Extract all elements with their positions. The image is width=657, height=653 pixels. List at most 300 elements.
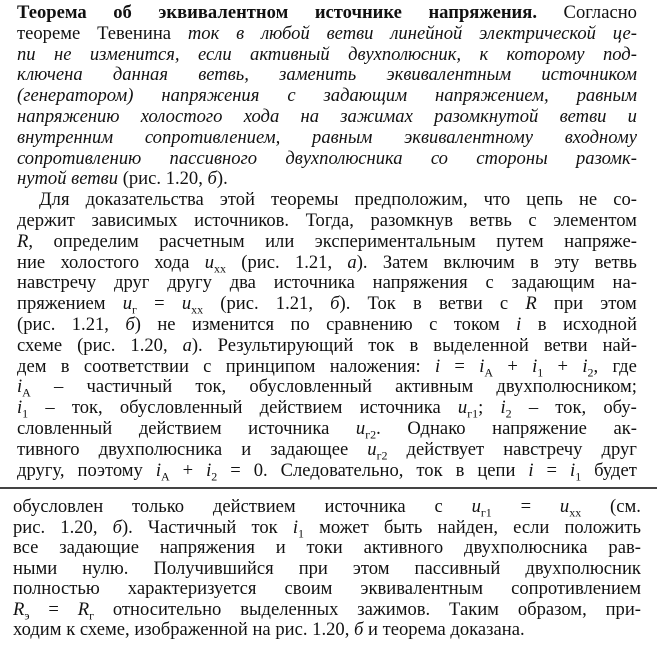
text-segment: нулю. [82,557,129,579]
text-segment: i [532,355,538,377]
word [249,377,372,397]
text-segment: напряжению [17,106,120,127]
text-segment: линейной [390,22,463,44]
text-segment: не [53,43,72,65]
word [130,336,167,356]
text-segment: = [230,459,241,481]
word [167,273,212,293]
word [613,190,637,210]
text-line [17,24,637,44]
word [450,619,524,640]
word [17,315,55,335]
word [554,253,579,273]
subscript: г1 [467,406,479,421]
text-segment: с [434,496,443,517]
text-segment: зажимах [340,106,413,127]
text-segment: с [499,293,509,315]
word [407,440,485,460]
word [60,253,139,273]
word [428,3,537,23]
text-line [17,232,637,252]
word [433,336,529,356]
word [368,336,394,356]
word [198,65,249,85]
text-line [17,315,637,335]
word [153,559,273,579]
word [226,357,316,377]
text-line [13,559,641,579]
text-segment: дем [17,355,47,377]
word [252,619,275,640]
word [17,45,36,65]
word [139,419,222,439]
text-segment: ; [478,397,484,419]
text-segment: хода [243,106,280,127]
word [204,251,226,276]
text-segment: + [507,355,518,377]
text-segment: равным [576,85,637,107]
word [613,273,637,293]
text-segment: на [300,106,320,127]
text-segment: обусловленный [249,376,372,398]
word [84,357,189,377]
text-segment: определим [53,230,139,252]
word [559,496,582,520]
page-break-rule [0,487,657,489]
text-segment: 1.21, [275,293,313,315]
word [236,24,244,44]
text-segment: эквивалентным [360,578,484,599]
word [479,45,488,65]
word [355,190,468,210]
text-segment: электрической [479,22,596,44]
word [48,600,59,620]
text-line [39,190,637,210]
text-segment: най- [602,334,637,356]
text-segment: Результирующий [217,334,354,356]
text-segment: эквивалентным [386,64,512,86]
text-segment: сравнению [326,314,413,335]
word [555,398,586,418]
word [281,461,404,481]
word [416,461,442,481]
word [71,168,123,189]
text-line [17,149,637,169]
word [595,253,637,273]
subscript: 2 [505,406,512,421]
text-segment: зажимов. [357,598,431,620]
word [17,65,83,85]
word [454,315,500,335]
text-segment: сопротивлению [17,147,142,169]
word [526,190,563,210]
text-segment: и [368,619,378,640]
text-segment: и [241,438,252,460]
text-segment: u [204,251,214,273]
text-segment: (рис. [17,314,56,335]
text-segment: 1.21, [294,251,333,273]
text-segment: ние [17,251,46,273]
text-segment: i [155,459,161,481]
text-segment: входному [564,126,637,148]
word [357,600,430,620]
word [97,24,171,44]
text-segment: держит [17,210,75,231]
text-segment: Тевенина [97,22,172,44]
subscript: xx [569,505,582,520]
text-segment: сопротивлением, [144,126,281,148]
text-segment: и [275,537,286,558]
text-segment: (рис. [241,251,280,273]
word [72,315,109,335]
text-segment: ток [416,459,443,481]
word [601,440,636,460]
text-segment: эквивалентном [158,2,289,23]
word [464,538,588,558]
text-segment: схеме [17,334,63,356]
word [145,128,280,148]
word [203,357,211,377]
text-segment: ). [121,516,133,538]
subscript: xx [191,302,204,317]
word [413,294,422,314]
text-segment: холостого [60,251,140,273]
word [579,190,597,210]
subscript: г [132,302,137,317]
text-segment: быть [383,516,423,538]
text-segment: двухполюсником; [496,376,637,398]
text-segment: i [434,355,441,377]
text-segment: i [528,459,534,481]
word [213,497,296,517]
word [532,355,544,380]
text-segment: u [367,438,377,460]
text-segment: 1.20, [312,619,350,640]
text-segment: ток, [195,376,227,398]
text-segment: Однако [407,418,466,439]
word [354,619,368,640]
text-line [17,251,637,276]
word [503,440,582,460]
text-segment: активного [363,537,444,558]
word [347,253,367,273]
word [194,211,289,231]
subscript: 2 [211,469,218,484]
subscript: 1 [537,365,544,380]
text-segment: стороны [476,147,548,169]
word [181,293,204,317]
word [299,559,328,579]
word [541,65,637,85]
text-segment: двухполюсника [464,537,588,558]
text-segment: по [290,314,310,335]
text-segment: словленный [17,418,113,439]
text-segment: источнике [314,2,402,23]
word [77,598,95,623]
text-line [17,211,637,231]
text-segment: с [287,85,296,107]
text-segment: данная [112,64,168,86]
text-line [17,45,637,65]
word [54,45,71,65]
text-segment: внутренним [17,126,114,148]
text-segment: Для [39,189,70,211]
word [158,3,288,23]
text-segment: напряже- [564,230,637,252]
word [479,24,596,44]
subscript: г2 [376,448,388,463]
text-segment: рис. [275,619,308,640]
word [86,190,204,210]
text-segment: u [355,418,366,439]
text-segment: где [612,355,637,377]
word [383,253,428,273]
text-segment: изменится, [89,43,180,65]
subscript: A [484,365,494,380]
text-segment: б [354,619,364,640]
word [248,419,329,439]
text-segment: поэтому [77,459,143,481]
word [86,377,172,397]
word [525,294,536,314]
word [265,232,294,252]
text-segment: б [207,168,217,190]
text-line [17,107,637,127]
word [521,497,532,517]
text-segment: пассивный [414,557,501,579]
text-segment: теоремы [271,189,339,211]
word [13,538,38,558]
word [454,357,465,377]
word [340,107,413,127]
text-segment: ). [339,293,351,315]
text-segment: ветви [559,106,607,127]
text-segment: экспериментальным [314,230,476,252]
text-segment: соответствии [83,355,189,377]
word [114,273,149,293]
text-segment: другу, [17,459,65,481]
word [113,65,168,85]
text-segment: ). [216,168,228,190]
word [563,315,637,335]
word [60,518,97,538]
word [325,497,406,517]
text-segment: навстречу [17,272,97,294]
word [353,559,390,579]
word [45,398,54,418]
text-segment: своим [284,578,333,599]
text-segment: i [570,459,576,481]
word [285,149,402,169]
text-segment: Таким [449,598,499,620]
word [91,211,177,231]
text-segment: нутой [17,168,67,190]
word [496,232,543,252]
text-segment: обу- [603,397,637,419]
word [72,398,103,418]
subscript: A [22,386,31,401]
text-segment: со [430,147,448,169]
word [608,538,641,558]
word [438,518,498,538]
word [383,619,451,640]
text-segment: в [413,293,422,315]
text-segment: при [553,293,584,315]
word [230,273,256,293]
text-segment: напряжения [372,272,468,294]
word [17,232,33,252]
text-line [17,293,637,317]
word [154,294,165,314]
word [148,518,236,538]
text-segment: R [77,598,90,620]
word [155,459,170,484]
text-segment: R [17,230,29,252]
word [244,107,280,127]
text-segment: ветви [543,334,588,356]
text-segment: , [28,230,34,252]
text-segment: другу [167,272,212,294]
word [161,86,259,106]
word [285,579,333,599]
word [17,419,112,439]
word [206,459,218,484]
text-segment: путем [496,230,544,252]
text-segment: разомк- [575,147,637,169]
word [301,107,320,127]
word [188,24,219,44]
text-segment: предположим, [354,189,468,211]
word [439,294,483,314]
text-segment: 1.20, [130,334,168,356]
word [13,598,30,623]
word [134,619,252,640]
word [17,294,106,314]
word [274,273,355,293]
word [261,24,310,44]
text-segment: напряжения. [428,2,537,23]
text-segment: 0. [253,459,268,481]
word [208,168,228,189]
text-segment: напряжение [492,418,587,439]
text-segment: будет [594,459,637,481]
word [449,600,499,620]
text-segment: при- [605,598,641,620]
text-segment: R [13,598,25,620]
text-segment: б [112,516,122,538]
word [292,516,304,541]
word [319,518,369,538]
text-segment: холостого [140,106,223,127]
text-segment: на- [612,272,637,294]
word [395,377,473,397]
text-segment: а [347,251,357,273]
word [17,149,141,169]
word [13,497,103,517]
text-segment: частичный [86,376,173,398]
word [220,294,258,314]
word [330,357,421,377]
word [125,315,141,335]
text-line [17,355,637,380]
word [582,355,599,380]
word [603,398,637,418]
word [576,149,637,169]
word [54,232,139,252]
word [270,440,348,460]
word [17,107,119,127]
word [220,190,255,210]
text-segment: активным [395,376,474,398]
text-segment: ветви [438,293,483,315]
text-segment: эквивалентному [404,126,534,148]
text-segment: активный [250,43,330,65]
text-segment: элементом [553,210,637,231]
word [307,538,343,558]
word [99,440,223,460]
text-segment: этом [352,557,390,579]
text-line [17,273,637,293]
word [496,377,637,397]
word [13,579,100,599]
subscript: 1 [297,526,304,541]
word [492,419,587,439]
text-segment: любой [261,22,310,44]
word [538,315,547,335]
text-segment: б [125,314,135,335]
text-segment: i [292,516,298,538]
text-segment: или [265,230,295,252]
word [157,315,175,335]
word [113,518,133,538]
text-segment: i [582,355,588,377]
text-segment: навстречу [503,438,583,460]
word [82,559,128,579]
text-segment: i [516,314,522,335]
text-segment: u [181,293,192,315]
text-segment: относительно [112,598,222,620]
text-line [17,3,637,23]
text-segment: двухполюсник [525,557,641,579]
text-segment: ток, [71,397,103,419]
text-line [17,169,637,189]
text-segment: ными [13,557,58,579]
text-segment: ветви [71,168,119,190]
word [530,253,539,273]
word [368,294,396,314]
text-segment: доказательства [85,189,204,211]
word [457,397,484,421]
text-segment: с [203,355,212,377]
word [251,518,277,538]
word [276,294,313,314]
word [128,579,257,599]
word [166,168,208,189]
text-line [13,620,641,640]
text-segment: полностью [13,578,100,599]
word [315,232,476,252]
word [612,357,636,377]
text-segment: при [298,557,328,579]
word [275,619,312,640]
text-segment: ). [356,251,368,273]
word [159,232,244,252]
text-segment: Тогда, [305,210,354,231]
text-segment: = [546,459,558,481]
word [327,24,374,44]
subscript: 1 [22,406,29,421]
text-segment: изменится [191,314,275,335]
